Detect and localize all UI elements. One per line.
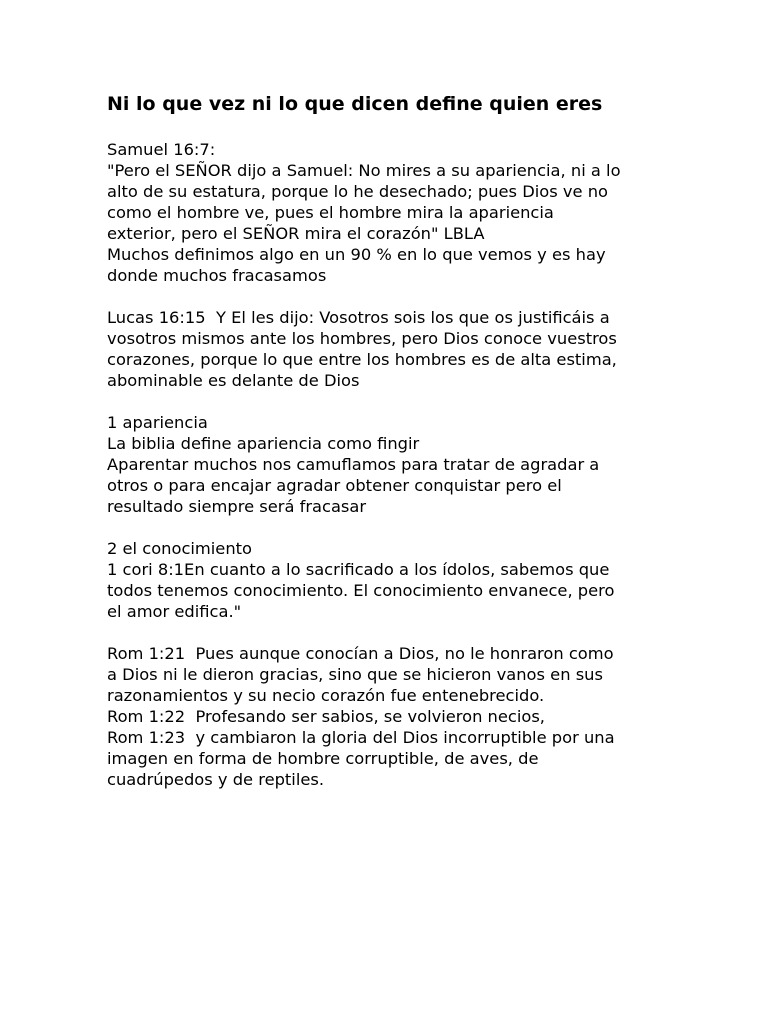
text-line: Lucas 16:15 Y El les dijo: Vosotros sois los que os justificáis a [107,308,610,327]
text-line: corazones, porque lo que entre los hombres es de alta estima, [107,350,617,369]
text-line: resultado siempre será fracasar [107,497,367,516]
text-line: 2 el conocimiento [107,539,252,558]
text-line: Samuel 16:7: [107,140,216,159]
text-line: Rom 1:21 Pues aunque conocían a Dios, no le honraron como [107,644,614,663]
text-line: 1 apariencia [107,413,208,432]
text-line: "Pero el SEÑOR dijo a Samuel: No mires a su apariencia, ni a lo [107,161,621,180]
text-line: alto de su estatura, porque lo he desechado; pues Dios ve no [107,182,608,201]
text-line: el amor edifica." [107,602,242,621]
paragraph-spacer [107,622,707,643]
document-title: Ni lo que vez ni lo que dicen define quien eres [107,93,603,115]
document-body [107,139,707,790]
paragraph [107,538,707,622]
text-line: imagen en forma de hombre corruptible, de aves, de [107,749,539,768]
paragraph [107,412,707,517]
text-line: La biblia define apariencia como fingir [107,434,420,453]
paragraph-spacer [107,391,707,412]
text-line: Muchos definimos algo en un 90 % en lo que vemos y es hay [107,245,606,264]
text-line: a Dios ni le dieron gracias, sino que se hicieron vanos en sus [107,665,603,684]
text-line: todos tenemos conocimiento. El conocimiento envanece, pero [107,581,615,600]
paragraph [107,139,707,286]
text-line: otros o para encajar agradar obtener conquistar pero el [107,476,562,495]
paragraph [107,307,707,391]
text-line: donde muchos fracasamos [107,266,327,285]
text-line: 1 cori 8:1En cuanto a lo sacrificado a los ídolos, sabemos que [107,560,610,579]
text-line: vosotros mismos ante los hombres, pero Dios conoce vuestros [107,329,617,348]
paragraph [107,643,707,790]
text-line: Rom 1:23 y cambiaron la gloria del Dios incorruptible por una [107,728,615,747]
paragraph-spacer [107,517,707,538]
text-line: exterior, pero el SEÑOR mira el corazón" LBLA [107,224,485,243]
text-line: abominable es delante de Dios [107,371,360,390]
text-line: como el hombre ve, pues el hombre mira la apariencia [107,203,554,222]
paragraph-spacer [107,286,707,307]
text-line: cuadrúpedos y de reptiles. [107,770,325,789]
text-line: razonamientos y su necio corazón fue entenebrecido. [107,686,545,705]
text-line: Aparentar muchos nos camuflamos para tratar de agradar a [107,455,600,474]
text-line: Rom 1:22 Profesando ser sabios, se volvieron necios, [107,707,545,726]
